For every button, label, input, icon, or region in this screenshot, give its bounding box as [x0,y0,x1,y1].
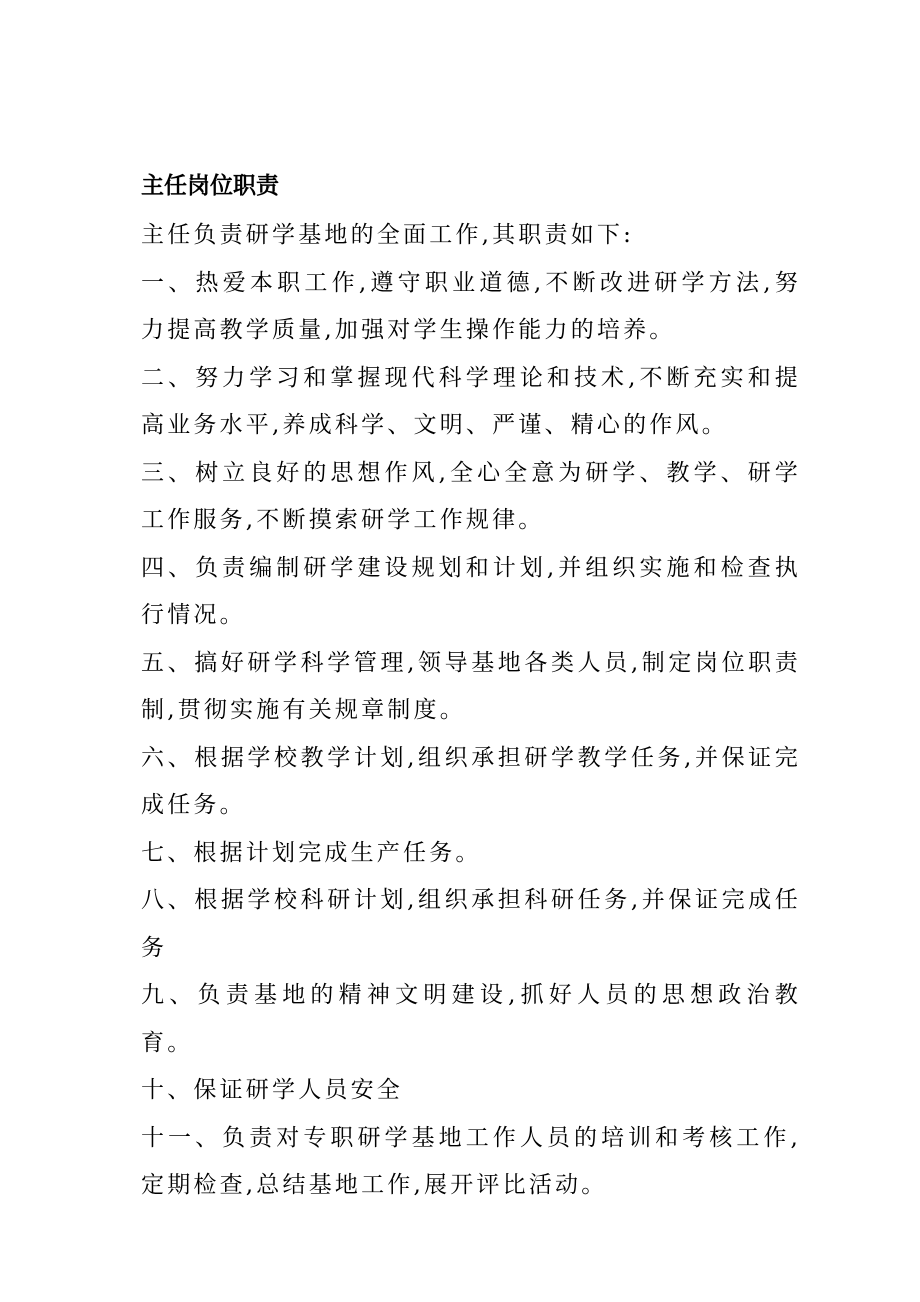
document-body [141,212,801,1210]
duty-item-5: 五、搞好研学科学管理,领导基地各类人员,制定岗位职责制,贯彻实施有关规章制度。 [141,649,801,723]
duty-item-9: 九、负责基地的精神文明建设,抓好人员的思想政治教育。 [141,982,801,1056]
duty-item-7: 七、根据计划完成生产任务。 [141,839,482,866]
duty-item-11: 十一、负责对专职研学基地工作人员的培训和考核工作,定期检查,总结基地工作,展开评比活动。 [141,1124,801,1198]
duty-item-3: 三、树立良好的思想作风,全心全意为研学、教学、研学工作服务,不断摸索研学工作规律。 [141,459,801,533]
duty-item-1: 一、热爱本职工作,遵守职业道德,不断改进研学方法,努力提高教学质量,加强对学生操作能力的培养。 [141,269,801,343]
duty-item-6: 六、根据学校教学计划,组织承担研学教学任务,并保证完成任务。 [141,744,801,818]
document-title: 主任岗位职责 [141,173,279,199]
duty-item-4: 四、负责编制研学建设规划和计划,并组织实施和检查执行情况。 [141,554,801,628]
duty-item-2: 二、努力学习和掌握现代科学理论和技术,不断充实和提高业务水平,养成科学、文明、严谨、精心的作风。 [141,364,801,438]
duty-item-8: 八、根据学校科研计划,组织承担科研任务,并保证完成任务 [141,887,801,961]
duty-item-10: 十、保证研学人员安全 [141,1077,403,1103]
intro-paragraph: 主任负责研学基地的全面工作,其职责如下: [141,222,635,248]
